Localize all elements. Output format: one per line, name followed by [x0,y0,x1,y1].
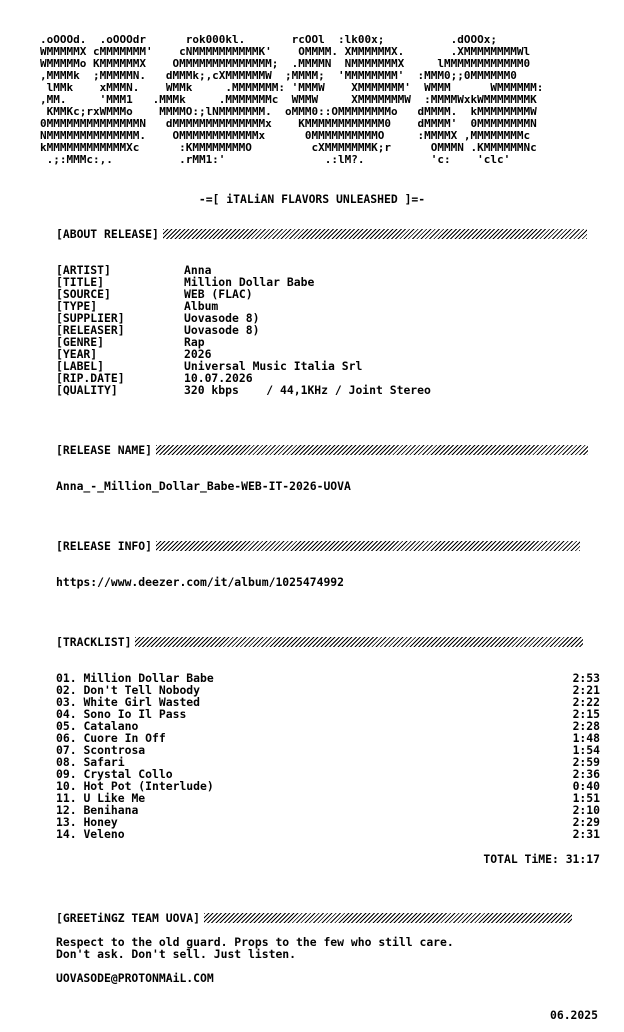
track-number: 05. [56,719,77,733]
about-value: Anna [184,263,212,277]
about-key: [SOURCE] [56,287,111,301]
greetings-line: Don't ask. Don't sell. Just listen. [56,947,297,961]
about-value: Rap [184,335,205,349]
section-title: [RELEASE INFO] [56,539,153,553]
hatched-divider [163,229,587,239]
hatched-divider [156,541,580,551]
tagline: -=[ iTALiAN FLAVORS UNLEASHED ]=- [198,192,426,206]
track-duration: 2:31 [572,827,600,841]
track-title: Scontrosa [83,743,146,757]
about-value: Uovasode 8) [184,311,260,325]
track-duration: 2:28 [572,719,600,733]
track-row [56,828,600,840]
section-header-release-name [56,444,588,456]
track-number: 04. [56,707,77,721]
track-number: 06. [56,731,77,745]
track-number: 13. [56,815,77,829]
track-row [56,744,600,756]
total-time: TOTAL TiME: 31:17 [483,852,600,866]
section-title: [RELEASE NAME] [56,443,153,457]
section-title: [GREETiNGZ TEAM UOVA] [56,911,201,925]
track-number: 12. [56,803,77,817]
section-header-about [56,228,587,240]
track-title: Don't Tell Nobody [83,683,201,697]
track-row [56,816,600,828]
track-duration: 1:54 [572,743,600,757]
ascii-art-logo: .oOOOd. .oOOOdr rok000kl. rcOOl :lk00x; .dOOOx; WMMMMMX cMMMMMMM' cNMMMMMMMMMMK' OMMMM. XMMMMMMX. .XMMMMMMMMWl WMMMMMo KMMMMMMX OMMMMMMMMMMMMMM; .MMMMN NMMMMMMMX lMMMMMMMMMMMM0 ,MMMMk ;MMMMMN. dMMMk;,cXMMMMMMW ;MMMM; 'MMMMMMMM' :MMM0;;0MMMMMM0 lMMk xMMMN. WMMk .MMMMMMM: 'MMMW XMMMMMMM' WMMM WMMMMMM: ,MM. 'MMM1 .MMMk .MMMMMMMc WMMW XMMMMMMMW :MMMMWxkWMMMMMMMK KMMKc;rxWMMMo MMMMO:;lNMMMMMMM. oMMM0::OMMMMMMMMo dMMMM. kMMMMMMMMW 0MMMMMMMMMMMMMMN dMMMMMMMMMMMMMMx KMMMMMMMMMMMM0 dMMMM' 0MMMMMMMMN NMMMMMMMMMMMMMM. OMMMMMMMMMMMMx 0MMMMMMMMMMO :MMMMX ,MMMMMMMMc kMMMMMMMMMMMMXc :KMMMMMMMMO cXMMMMMMMK;r OMMMN .KMMMMMMNc .;:MMMc:,. .rMM1:' .:lM?. 'c: 'clc' [40,33,544,166]
about-key: [TITLE] [56,275,105,289]
track-row [56,804,600,816]
section-title: [TRACKLIST] [56,635,132,649]
hatched-divider [204,913,572,923]
track-title: White Girl Wasted [83,695,201,709]
track-duration: 1:48 [572,731,600,745]
track-title: Cuore In Off [83,731,166,745]
track-duration: 2:15 [572,707,600,721]
section-header-greetings [56,912,572,924]
track-title: Safari [83,755,125,769]
signature-date: 06.2025 [549,1008,598,1022]
section-title: [ABOUT RELEASE] [56,227,159,241]
about-value: WEB (FLAC) [184,287,253,301]
track-title: Million Dollar Babe [83,671,214,685]
track-title: Honey [83,815,118,829]
track-number: 01. [56,671,77,685]
track-duration: 2:36 [572,767,600,781]
about-value: 10.07.2026 [184,371,253,385]
track-number: 11. [56,791,77,805]
about-key: [SUPPLIER] [56,311,125,325]
track-duration: 2:29 [572,815,600,829]
about-key: [TYPE] [56,299,98,313]
track-title: Catalano [83,719,139,733]
track-duration: 2:59 [572,755,600,769]
track-title: Benihana [83,803,139,817]
release-info-url[interactable]: https://www.deezer.com/it/album/1025474992 [56,575,345,589]
about-row [56,384,431,396]
track-duration: 2:22 [572,695,600,709]
about-key: [RIP.DATE] [56,371,125,385]
about-value: Album [184,299,219,313]
track-duration: 2:53 [572,671,600,685]
track-title: Veleno [83,827,125,841]
about-key: [QUALITY] [56,383,118,397]
about-key: [YEAR] [56,347,98,361]
hatched-divider [135,637,583,647]
track-title: Crystal Collo [83,767,173,781]
track-number: 02. [56,683,77,697]
section-header-release-info [56,540,580,552]
about-key: [GENRE] [56,335,105,349]
about-key: [LABEL] [56,359,105,373]
track-title: U Like Me [83,791,146,805]
track-number: 03. [56,695,77,709]
about-key: [ARTIST] [56,263,111,277]
track-duration: 0:40 [572,779,600,793]
track-duration: 1:51 [572,791,600,805]
track-number: 10. [56,779,77,793]
release-name-value: Anna_-_Million_Dollar_Babe-WEB-IT-2026-UOVA [56,479,351,493]
about-value: Million Dollar Babe [184,275,315,289]
track-duration: 2:21 [572,683,600,697]
about-value: Universal Music Italia Srl [184,359,363,373]
track-number: 08. [56,755,77,769]
track-number: 07. [56,743,77,757]
track-duration: 2:10 [572,803,600,817]
section-header-tracklist [56,636,583,648]
track-number: 14. [56,827,77,841]
hatched-divider [156,445,588,455]
track-title: Sono Io Il Pass [83,707,187,721]
track-number: 09. [56,767,77,781]
contact-email[interactable]: UOVASODE@PROTONMAiL.COM [56,971,214,985]
about-key: [RELEASER] [56,323,125,337]
track-title: Hot Pot (Interlude) [83,779,214,793]
about-value: 2026 [184,347,212,361]
about-value: 320 kbps / 44,1KHz / Joint Stereo [184,383,431,397]
about-value: Uovasode 8) [184,323,260,337]
greetings-line: Respect to the old guard. Props to the few who still care. [56,935,454,949]
